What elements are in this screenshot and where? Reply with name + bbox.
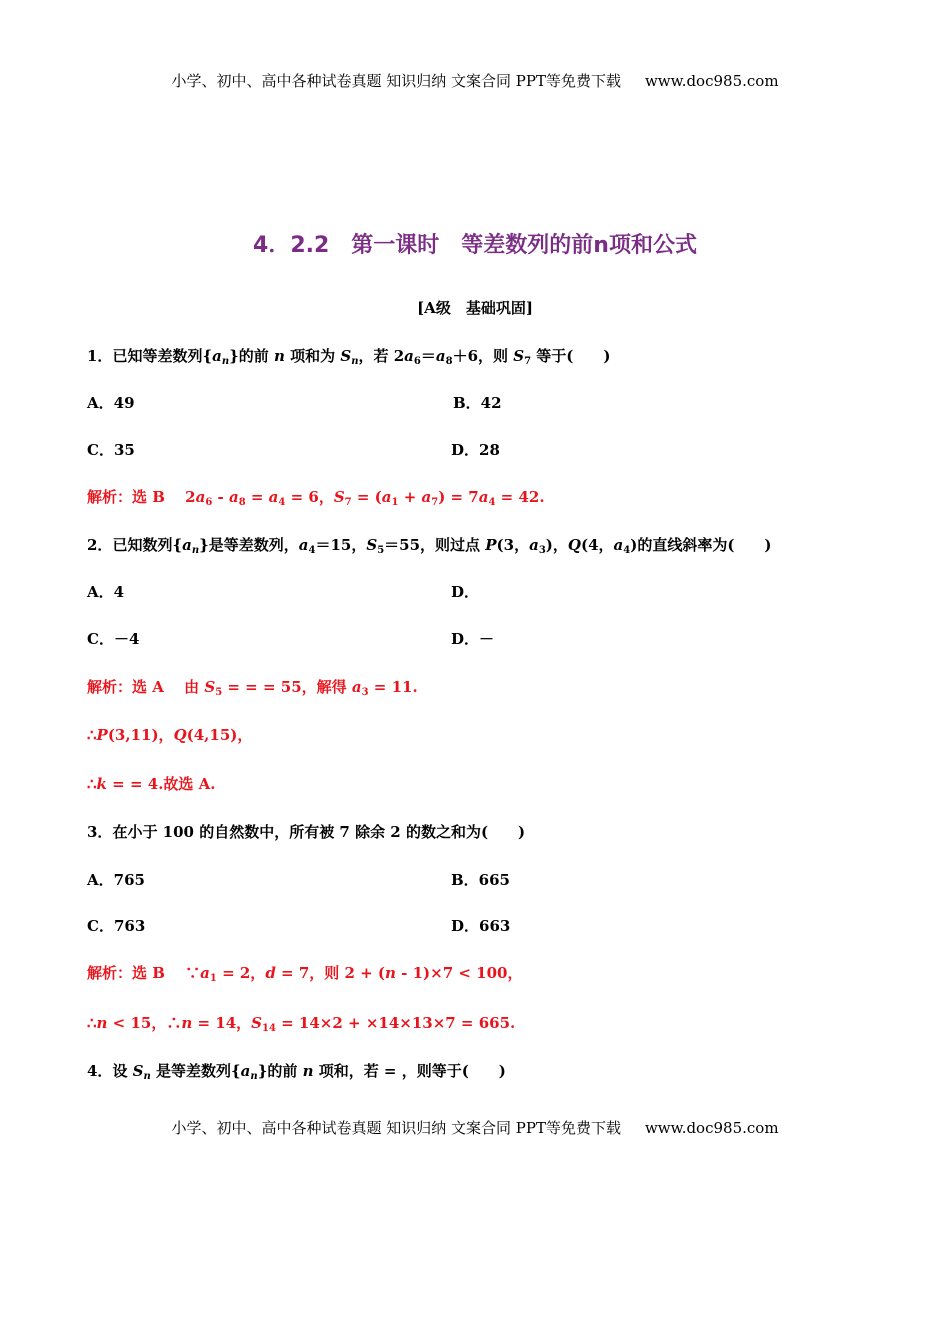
question-4: 4．设 $S_n$ 是等差数列$\{a_n\}$的前 n 项和，若 = ，则等于( ) — [87, 1062, 506, 1082]
q2-option-d: D．－ — [451, 630, 495, 648]
page-title: 4．2.2 第一课时 等差数列的前n项和公式 — [253, 233, 697, 258]
q3-solution-2: ∴n < 15，∴n = 14，$S_{14} = 14\times 2 + \times 14\times 13\times 7 = 665$. — [87, 1014, 516, 1034]
header-text: 小学、初中、高中各种试卷真题 知识归纳 文案合同 PPT等免费下载 — [171, 72, 621, 90]
header-site: www.doc985.com — [644, 72, 779, 90]
page-footer — [0, 1117, 950, 1138]
footer-site: www.doc985.com — [644, 1119, 779, 1137]
q2-option-a: A．4 — [87, 583, 125, 601]
q1-option-a: A．49 — [87, 394, 135, 412]
footer-text: 小学、初中、高中各种试卷真题 知识归纳 文案合同 PPT等免费下载 — [171, 1119, 621, 1137]
q3-solution-1: 解析：选 B $\because a_1 = 2$，d = 7，则 2 + (n - 1)×7 < 100， — [87, 964, 523, 984]
q2-solution-2: ∴P(3,11)，Q(4,15)， — [87, 726, 253, 744]
q2-solution-3: ∴k = = 4.故选 A. — [87, 775, 216, 793]
question-3: 3．在小于 100 的自然数中，所有被 7 除余 2 的数之和为( ) — [87, 823, 526, 841]
q3-option-d: D．663 — [451, 917, 511, 935]
q1-option-b: B．42 — [453, 394, 502, 412]
section-level: [A级 基础巩固] — [417, 299, 533, 317]
question-1: 1．已知等差数列$\{a_n\}$的前 n 项和为 $S_n$，若 $2a_6=a_8+6$，则 $S_7$ 等于( ) — [87, 347, 611, 367]
q2-solution-1: 解析：选 A 由 $S_5$ = = = 55，解得 $a_3 = 11$. — [87, 678, 418, 698]
q2-option-b: D． — [451, 583, 480, 601]
q3-option-a: A．765 — [87, 871, 145, 889]
q3-option-c: C．763 — [87, 917, 146, 935]
q1-option-d: D．28 — [451, 441, 500, 459]
q3-option-b: B．665 — [451, 871, 510, 889]
page-header — [0, 70, 950, 91]
q2-option-c: C．－4 — [87, 630, 140, 648]
question-2: 2．已知数列$\{a_n\}$是等差数列，$a_4=15$，$S_5=55$，则过点 P(3，$a_3$)，Q(4，$a_4$)的直线斜率为( ) — [87, 536, 772, 556]
q1-solution: 解析：选 B $2a_6 - a_8 = a_4 = 6$，$S_7 = (a_1 + a_7) = 7a_4 = 42$. — [87, 488, 545, 508]
q1-option-c: C．35 — [87, 441, 135, 459]
